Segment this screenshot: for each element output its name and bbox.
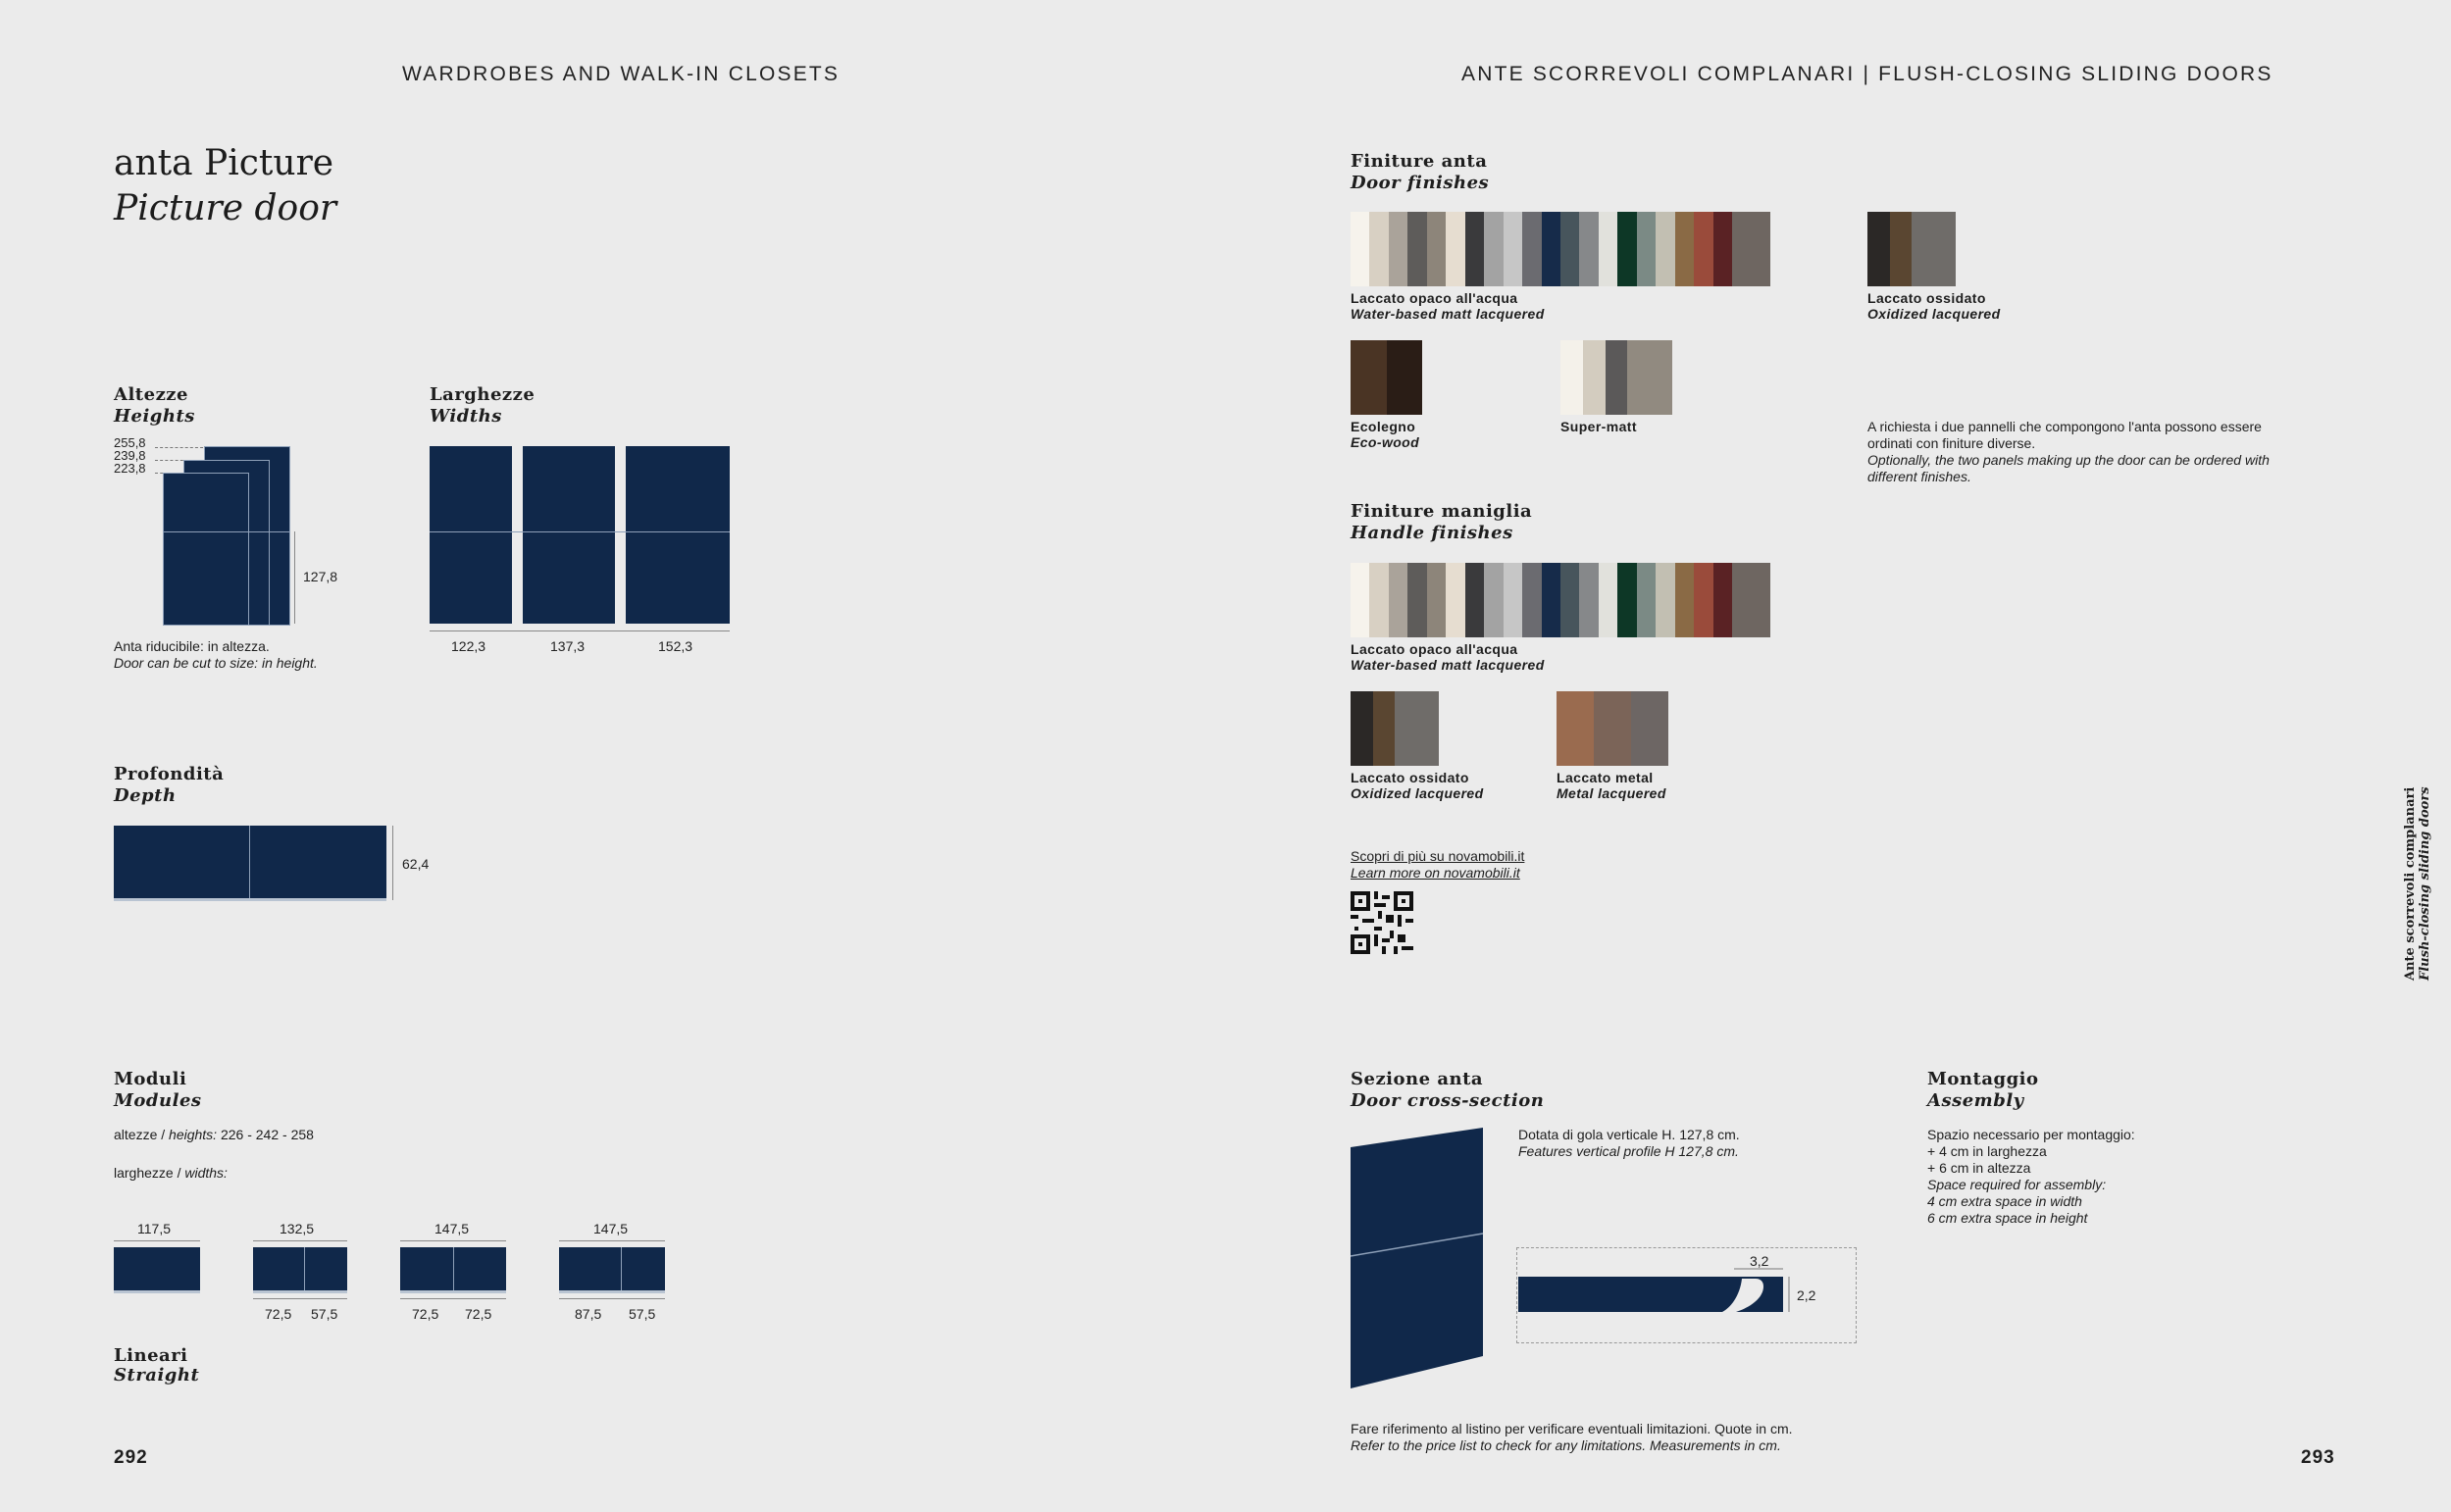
- height-value: 223,8: [114, 461, 146, 476]
- module-straight: [253, 1247, 347, 1293]
- color-swatch: [1369, 212, 1388, 286]
- color-swatch: [1465, 563, 1484, 637]
- page-number-right: 293: [2301, 1447, 2335, 1468]
- depth-label: Profondità: [114, 764, 225, 784]
- color-swatch: [1351, 212, 1369, 286]
- color-swatch: [1465, 212, 1484, 286]
- color-swatch: [1675, 563, 1694, 637]
- running-header-right: ANTE SCORREVOLI COMPLANARI | FLUSH-CLOSING SLIDING DOORS: [1461, 63, 2273, 85]
- handle-metal-caption: Laccato metal Metal lacquered: [1557, 770, 1666, 801]
- running-header-left: WARDROBES AND WALK-IN CLOSETS: [402, 63, 841, 85]
- height-value: 239,8: [114, 448, 146, 463]
- page-title: anta Picture: [114, 143, 334, 183]
- module-part: 57,5: [311, 1306, 338, 1322]
- module-part: 87,5: [575, 1306, 602, 1322]
- modules-label-en: Modules: [114, 1090, 202, 1111]
- color-swatch: [1732, 212, 1751, 286]
- module-part: 72,5: [265, 1306, 292, 1322]
- color-swatch: [1560, 563, 1579, 637]
- heights-note: Anta riducibile: in altezza. Door can be cut to size: in height.: [114, 638, 318, 671]
- width-value: 137,3: [550, 638, 586, 654]
- section-label-en: Door cross-section: [1351, 1090, 1545, 1111]
- finishes-note: A richiesta i due pannelli che compongono l'anta possono essere ordinati con finiture diverse. Optionally, the two panels making up the door can be ordered with different finishes.: [1867, 419, 2270, 484]
- color-swatch: [1351, 563, 1369, 637]
- supermatt-swatches: [1560, 340, 1672, 415]
- color-swatch: [1599, 563, 1617, 637]
- handle-finishes-label-en: Handle finishes: [1351, 523, 1513, 543]
- color-swatch: [1387, 340, 1423, 415]
- straight-label: Lineari: [114, 1345, 188, 1366]
- door-finishes-label-en: Door finishes: [1351, 173, 1490, 193]
- height-value: 255,8: [114, 435, 146, 450]
- color-swatch: [1484, 563, 1503, 637]
- color-swatch: [1650, 340, 1672, 415]
- profile-width: 3,2: [1750, 1253, 1769, 1269]
- color-swatch: [1389, 563, 1407, 637]
- color-swatch: [1395, 691, 1417, 766]
- color-swatch: [1373, 691, 1396, 766]
- color-swatch: [1631, 691, 1668, 766]
- color-swatch: [1560, 212, 1579, 286]
- widths-label-en: Widths: [430, 406, 502, 427]
- modules-widths: larghezze / widths:: [114, 1165, 228, 1181]
- supermatt-caption: Super-matt: [1560, 419, 1637, 434]
- width-value: 152,3: [658, 638, 693, 654]
- module-width: 132,5: [280, 1221, 315, 1236]
- widths-label: Larghezze: [430, 384, 536, 405]
- color-swatch: [1389, 212, 1407, 286]
- learn-more-link[interactable]: Scopri di più su novamobili.it Learn more on novamobili.it: [1351, 848, 1525, 881]
- width-value: 122,3: [451, 638, 486, 654]
- door-oxid-swatches: [1867, 212, 1956, 286]
- color-swatch: [1504, 563, 1522, 637]
- page-subtitle: Picture door: [114, 188, 337, 228]
- color-swatch: [1694, 563, 1712, 637]
- color-swatch: [1752, 563, 1770, 637]
- color-swatch: [1912, 212, 1934, 286]
- color-swatch: [1583, 340, 1606, 415]
- color-swatch: [1407, 563, 1426, 637]
- section-label: Sezione anta: [1351, 1069, 1484, 1089]
- door-matt-swatches: [1351, 212, 1770, 286]
- color-swatch: [1522, 212, 1541, 286]
- heights-diagram: [114, 435, 338, 631]
- module-width: 117,5: [137, 1221, 171, 1236]
- handle-matt-swatches: [1351, 563, 1770, 637]
- color-swatch: [1446, 212, 1464, 286]
- section-text: Dotata di gola verticale H. 127,8 cm. Features vertical profile H 127,8 cm.: [1518, 1127, 1740, 1159]
- handle-finishes-label: Finiture maniglia: [1351, 501, 1533, 522]
- color-swatch: [1656, 212, 1674, 286]
- color-swatch: [1446, 563, 1464, 637]
- color-swatch: [1522, 563, 1541, 637]
- color-swatch: [1369, 563, 1388, 637]
- modules-label: Moduli: [114, 1069, 187, 1089]
- door-panel: [626, 446, 730, 624]
- modules-heights: altezze / heights: 226 - 242 - 258: [114, 1127, 314, 1142]
- color-swatch: [1599, 212, 1617, 286]
- color-swatch: [1694, 212, 1712, 286]
- module-width: 147,5: [593, 1221, 629, 1236]
- color-swatch: [1351, 340, 1387, 415]
- color-swatch: [1637, 563, 1656, 637]
- module-part: 57,5: [629, 1306, 656, 1322]
- color-swatch: [1934, 212, 1957, 286]
- color-swatch: [1560, 340, 1583, 415]
- color-swatch: [1867, 212, 1890, 286]
- split-height: 127,8: [303, 569, 338, 584]
- handle-oxid-caption: Laccato ossidato Oxidized lacquered: [1351, 770, 1484, 801]
- module-width: 147,5: [434, 1221, 470, 1236]
- depth-value: 62,4: [402, 856, 430, 872]
- color-swatch: [1557, 691, 1594, 766]
- color-swatch: [1542, 563, 1560, 637]
- door-matt-caption: Laccato opaco all'acqua Water-based matt lacquered: [1351, 290, 1545, 322]
- side-tab: Ante scorrevoli complanari Flush-closing sliding doors: [2403, 786, 2432, 981]
- color-swatch: [1627, 340, 1650, 415]
- color-swatch: [1351, 691, 1373, 766]
- module-part: 72,5: [412, 1306, 439, 1322]
- heights-label-en: Heights: [114, 406, 195, 427]
- door-panel: [523, 446, 615, 624]
- page-number-left: 292: [114, 1447, 148, 1468]
- assembly-label: Montaggio: [1927, 1069, 2039, 1089]
- heights-label: Altezze: [114, 384, 188, 405]
- color-swatch: [1427, 212, 1446, 286]
- color-swatch: [1504, 212, 1522, 286]
- color-swatch: [1579, 212, 1598, 286]
- color-swatch: [1656, 563, 1674, 637]
- footer-note: Fare riferimento al listino per verificare eventuali limitazioni. Quote in cm. Refer to the price list to check for any limitations. Measurements in cm.: [1351, 1421, 1793, 1453]
- color-swatch: [1752, 212, 1770, 286]
- depth-diagram: [114, 826, 386, 901]
- color-swatch: [1713, 212, 1732, 286]
- color-swatch: [1617, 563, 1636, 637]
- assembly-text: Spazio necessario per montaggio: + 4 cm in larghezza + 6 cm in altezza Space required for assembly: 4 cm extra space in width 6 cm extra space in height: [1927, 1127, 2135, 1226]
- door-perspective: [1349, 1126, 1486, 1390]
- color-swatch: [1890, 212, 1913, 286]
- handle-oxid-swatches: [1351, 691, 1439, 766]
- module-part: 72,5: [465, 1306, 492, 1322]
- color-swatch: [1732, 563, 1751, 637]
- color-swatch: [1417, 691, 1440, 766]
- color-swatch: [1407, 212, 1426, 286]
- color-swatch: [1579, 563, 1598, 637]
- door-finishes-label: Finiture anta: [1351, 151, 1488, 172]
- color-swatch: [1675, 212, 1694, 286]
- color-swatch: [1713, 563, 1732, 637]
- color-swatch: [1542, 212, 1560, 286]
- color-swatch: [1594, 691, 1631, 766]
- door-panel: [163, 473, 249, 626]
- color-swatch: [1637, 212, 1656, 286]
- profile-height: 2,2: [1797, 1287, 1816, 1303]
- color-swatch: [1606, 340, 1628, 415]
- eco-wood-swatches: [1351, 340, 1422, 415]
- assembly-label-en: Assembly: [1927, 1090, 2024, 1111]
- door-oxid-caption: Laccato ossidato Oxidized lacquered: [1867, 290, 2001, 322]
- handle-metal-swatches: [1557, 691, 1668, 766]
- depth-label-en: Depth: [114, 785, 177, 806]
- module-straight: [559, 1247, 665, 1293]
- eco-wood-caption: Ecolegno Eco-wood: [1351, 419, 1420, 450]
- handle-matt-caption: Laccato opaco all'acqua Water-based matt lacquered: [1351, 641, 1545, 673]
- color-swatch: [1427, 563, 1446, 637]
- door-panel: [430, 446, 512, 624]
- module-straight: [114, 1247, 200, 1293]
- color-swatch: [1484, 212, 1503, 286]
- color-swatch: [1617, 212, 1636, 286]
- qr-code-icon[interactable]: [1351, 891, 1413, 954]
- straight-label-en: Straight: [114, 1365, 200, 1386]
